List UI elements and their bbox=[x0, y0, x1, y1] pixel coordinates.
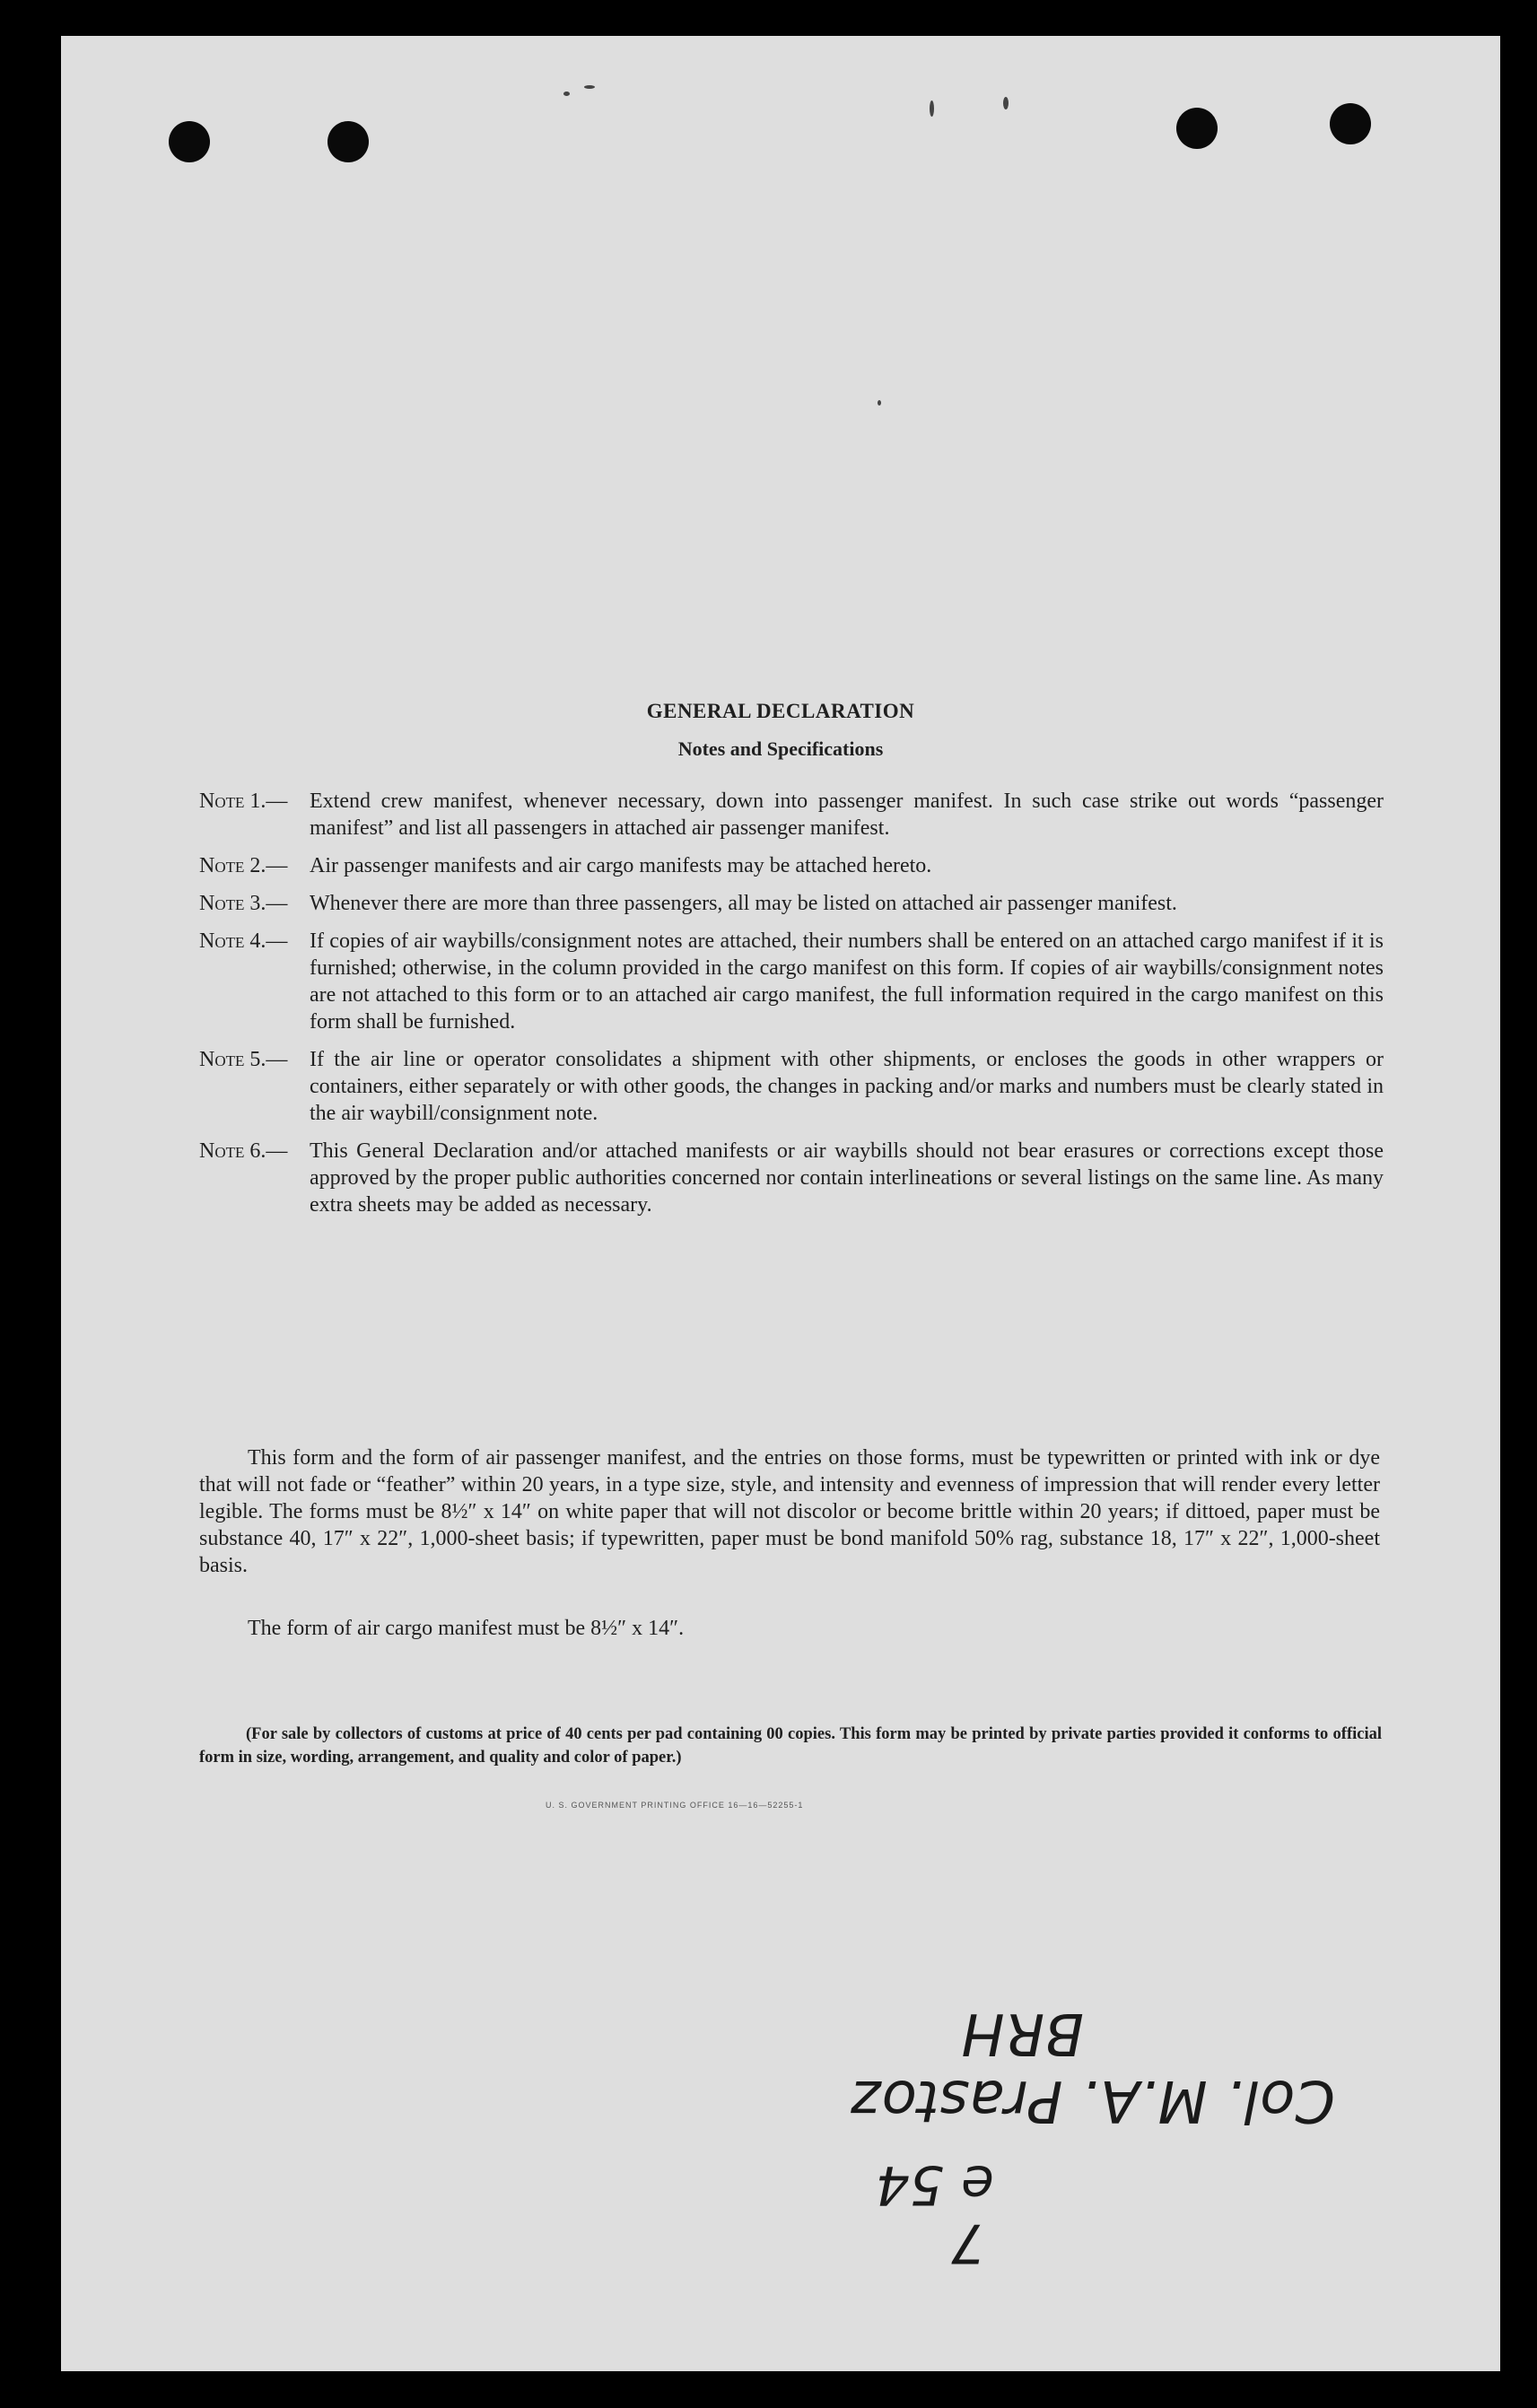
note-text: If the air line or operator consolidates a shipment with other shipments, or encloses the goods in other wrappers or containers, either separately or with other goods, the changes in packing and/or marks and numbers must be clearly stated in the air waybill/consignment note. bbox=[310, 1048, 1384, 1125]
note-text: Whenever there are more than three passengers, all may be listed on attached air passenger manifest. bbox=[310, 892, 1177, 915]
note-text: Air passenger manifests and air cargo manifests may be attached hereto. bbox=[310, 854, 932, 877]
handwriting-line: BRH bbox=[961, 2000, 1084, 2066]
note-text: Extend crew manifest, whenever necessary, down into passenger manifest. In such case strike out words “passenger manifest” and list all passengers in attached air passenger manifest. bbox=[310, 790, 1384, 840]
note-label: Note 6.— bbox=[199, 1139, 288, 1163]
document-subtitle: Notes and Specifications bbox=[677, 737, 884, 760]
note-text: If copies of air waybills/consignment notes are attached, their numbers shall be entered on an attached cargo manifest if it is furnished; otherwise, in the column provided in the cargo manifest on this form. If copies of air waybills/consignment notes are not attached to this form or to an attached air cargo manifest, the full information required in the cargo manifest on this form shall be furnished. bbox=[310, 929, 1384, 1034]
note-label: Note 1.— bbox=[199, 790, 288, 813]
note-label: Note 3.— bbox=[199, 892, 288, 915]
printer-line: U. S. GOVERNMENT PRINTING OFFICE 16—16—52255-1 bbox=[546, 1801, 804, 1810]
note-text: This General Declaration and/or attached manifests or air waybills should not bear erasures or corrections except those approved by the proper public authorities concerned nor contain interlineations or several listings on the same line. As many extra sheets may be added as necessary. bbox=[310, 1139, 1384, 1217]
note-label: Note 5.— bbox=[199, 1048, 288, 1071]
sale-notice: (For sale by collectors of customs at price of 40 cents per pad containing 00 copies. This form may be printed by private parties provided it conforms to official form in size, wording, arrangement, and quality and color of paper.) bbox=[199, 1725, 1382, 1767]
note-label: Note 4.— bbox=[199, 929, 288, 953]
document-page bbox=[61, 36, 1500, 2371]
note-label: Note 2.— bbox=[199, 854, 288, 877]
handwriting-line: Col. M.A. Prastoz bbox=[851, 2067, 1335, 2133]
handwritten-annotation bbox=[61, 36, 1500, 2371]
form-requirements-paragraph: This form and the form of air passenger manifest, and the entries on those forms, must be typewritten or printed with ink or dye that will not fade or “feather” within 20 years, in a type size, style, and intensity and evenness of impression that will render every letter legible. The forms must be 8½″ x 14″ on white paper that will not discolor or become brittle within 20 years; if dittoed, paper must be substance 40, 17″ x 22″, 1,000-sheet basis; if typewritten, paper must be bond manifold 50% rag, substance 18, 17″ x 22″, 1,000-sheet basis. bbox=[199, 1446, 1380, 1577]
handwriting-line: 7 bbox=[950, 2212, 985, 2274]
handwriting-line: e 54 bbox=[875, 2153, 994, 2216]
document-title: GENERAL DECLARATION bbox=[646, 700, 915, 722]
cargo-manifest-paragraph: The form of air cargo manifest must be 8½″ x 14″. bbox=[248, 1617, 685, 1640]
